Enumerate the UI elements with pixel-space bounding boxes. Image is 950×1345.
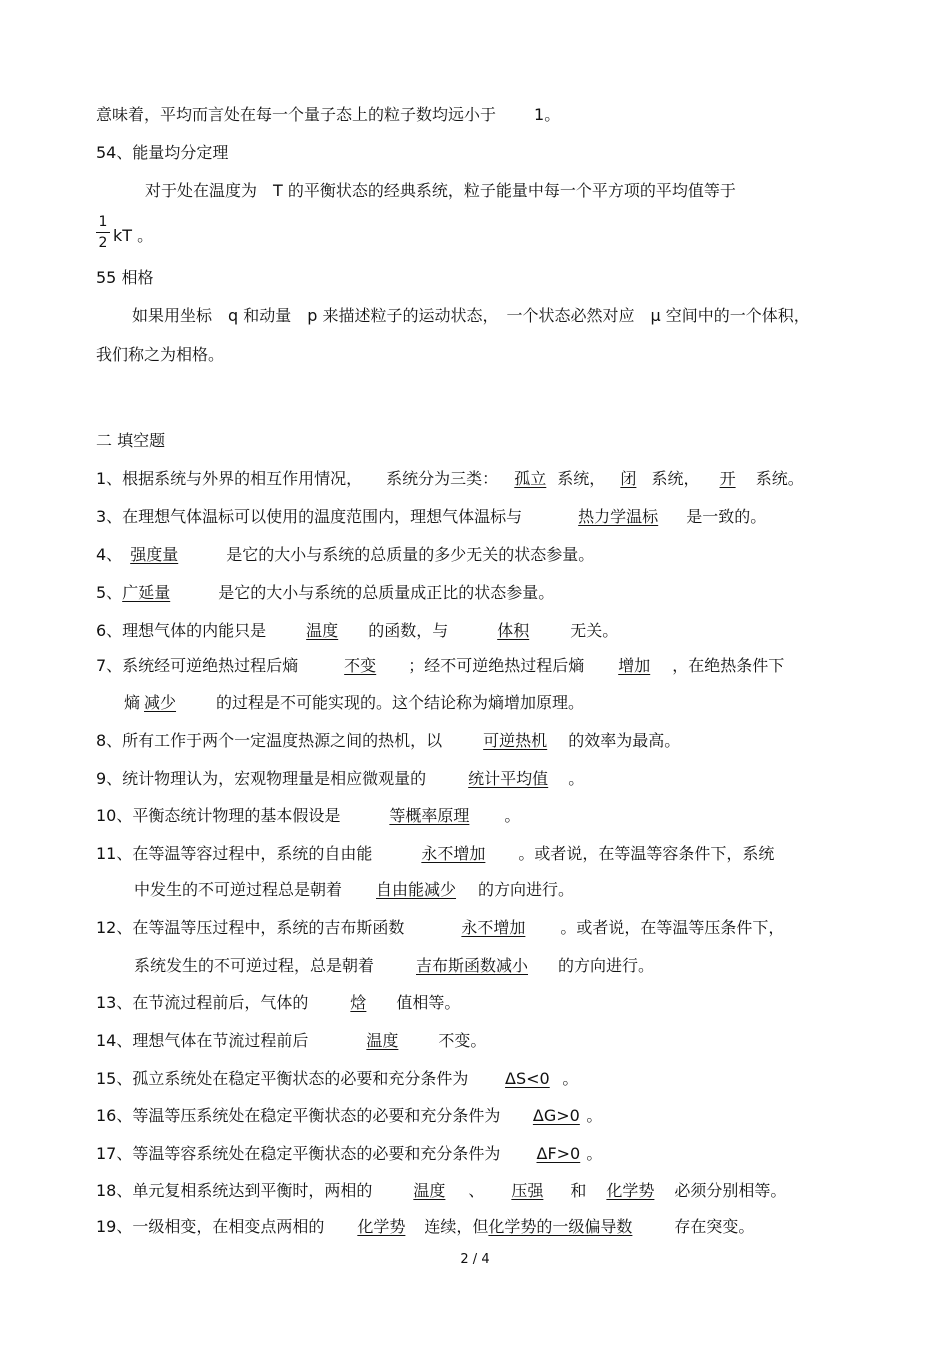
answer-blank: 不变 xyxy=(344,656,377,675)
answer-blank: 温度 xyxy=(366,1031,399,1050)
question-13: 13、在节流过程前后，气体的 焓 值相等。 xyxy=(96,993,461,1012)
answer-blank: 开 xyxy=(719,469,736,488)
question-11-cont: 中发生的不可逆过程总是朝着 自由能减少 的方向进行。 xyxy=(134,880,575,899)
question-5: 5、广延量 是它的大小与系统的总质量成正比的状态参量。 xyxy=(96,583,555,602)
answer-blank: ΔS<0 xyxy=(505,1069,550,1088)
question-4: 4、 强度量 是它的大小与系统的总质量的多少无关的状态参量。 xyxy=(96,545,595,564)
paragraph-55-line2: 我们称之为相格。 xyxy=(96,345,225,364)
answer-blank: 热力学温标 xyxy=(578,507,659,526)
answer-blank: 增加 xyxy=(618,656,651,675)
answer-blank: 压强 xyxy=(511,1181,544,1200)
answer-blank: 体积 xyxy=(497,621,530,640)
paragraph-54: 对于处在温度为 T 的平衡状态的经典系统，粒子能量中每一个平方项的平均值等于 xyxy=(145,181,736,200)
fraction-bar xyxy=(96,232,110,233)
question-14: 14、理想气体在节流过程前后 温度 不变。 xyxy=(96,1031,487,1050)
question-10: 10、平衡态统计物理的基本假设是 等概率原理 。 xyxy=(96,806,521,825)
question-7: 7、系统经可逆绝热过程后熵 不变 ；经不可逆绝热过程后熵 增加 ，在绝热条件下 xyxy=(96,656,785,675)
fraction-denominator: 2 xyxy=(98,235,108,251)
question-12: 12、在等温等压过程中，系统的吉布斯函数 永不增加 。或者说，在等温等压条件下， xyxy=(96,918,785,937)
answer-blank: 化学势 xyxy=(357,1217,406,1236)
answer-blank: 温度 xyxy=(413,1181,446,1200)
answer-blank: 强度量 xyxy=(130,545,179,564)
answer-blank: 永不增加 xyxy=(461,918,526,937)
answer-blank: 闭 xyxy=(620,469,637,488)
fraction-tail: kT 。 xyxy=(113,226,154,245)
answer-blank: 等概率原理 xyxy=(389,806,470,825)
answer-blank: 孤立 xyxy=(514,469,547,488)
answer-blank: 焓 xyxy=(350,993,367,1012)
page-number: 2 / 4 xyxy=(460,1252,490,1267)
fraction xyxy=(96,214,110,251)
answer-blank: 自由能减少 xyxy=(376,880,457,899)
question-8: 8、所有工作于两个一定温度热源之间的热机，以 可逆热机 的效率为最高。 xyxy=(96,731,681,750)
question-3: 3、在理想气体温标可以使用的温度范围内，理想气体温标与 热力学温标 是一致的。 xyxy=(96,507,767,526)
answer-blank: 永不增加 xyxy=(421,844,486,863)
question-9: 9、统计物理认为，宏观物理量是相应微观量的 统计平均值 。 xyxy=(96,769,585,788)
answer-blank: 化学势 xyxy=(606,1181,655,1200)
answer-blank: 化学势的一级偏导数 xyxy=(488,1217,633,1236)
answer-blank: ΔF>0 xyxy=(536,1144,581,1163)
question-1: 1、根据系统与外界的相互作用情况， 系统分为三类： 孤立 系统， 闭 系统， 开 系统。 xyxy=(96,469,804,488)
answer-blank: 可逆热机 xyxy=(483,731,548,750)
answer-blank: 统计平均值 xyxy=(468,769,549,788)
question-16: 16、等温等压系统处在稳定平衡状态的必要和充分条件为 ΔG>0 。 xyxy=(96,1106,603,1125)
heading-55: 55 相格 xyxy=(96,268,154,287)
heading-54: 54、能量均分定理 xyxy=(96,143,229,162)
section-title: 二 填空题 xyxy=(96,431,166,450)
question-17: 17、等温等容系统处在稳定平衡状态的必要和充分条件为 ΔF>0 。 xyxy=(96,1144,603,1163)
question-7-cont: 熵 减少 的过程是不可能实现的。这个结论称为熵增加原理。 xyxy=(124,693,585,712)
question-6: 6、理想气体的内能只是 温度 的函数，与 体积 无关。 xyxy=(96,621,619,640)
answer-blank: 减少 xyxy=(144,693,177,712)
question-12-cont: 系统发生的不可逆过程，总是朝着 吉布斯函数减小 的方向进行。 xyxy=(134,956,655,975)
paragraph-55-line1: 如果用坐标 q 和动量 p 来描述粒子的运动状态， 一个状态必然对应 μ 空间中的一个体积， xyxy=(132,306,810,325)
answer-blank: 温度 xyxy=(306,621,339,640)
text-line: 意味着，平均而言处在每一个量子态上的粒子数均远小于 1。 xyxy=(96,105,561,124)
question-15: 15、孤立系统处在稳定平衡状态的必要和充分条件为 ΔS<0 。 xyxy=(96,1069,579,1088)
question-18: 18、单元复相系统达到平衡时，两相的 温度 、 压强 和 化学势 必须分别相等。 xyxy=(96,1181,787,1200)
fraction-numerator: 1 xyxy=(98,214,108,230)
answer-blank: 吉布斯函数减小 xyxy=(416,956,529,975)
question-19: 19、一级相变，在相变点两相的 化学势 连续，但化学势的一级偏导数 存在突变。 xyxy=(96,1217,755,1236)
answer-blank: 广延量 xyxy=(122,583,171,602)
answer-blank: ΔG>0 xyxy=(532,1106,580,1125)
question-11: 11、在等温等容过程中，系统的自由能 永不增加 。或者说，在等温等容条件下，系统 xyxy=(96,844,775,863)
